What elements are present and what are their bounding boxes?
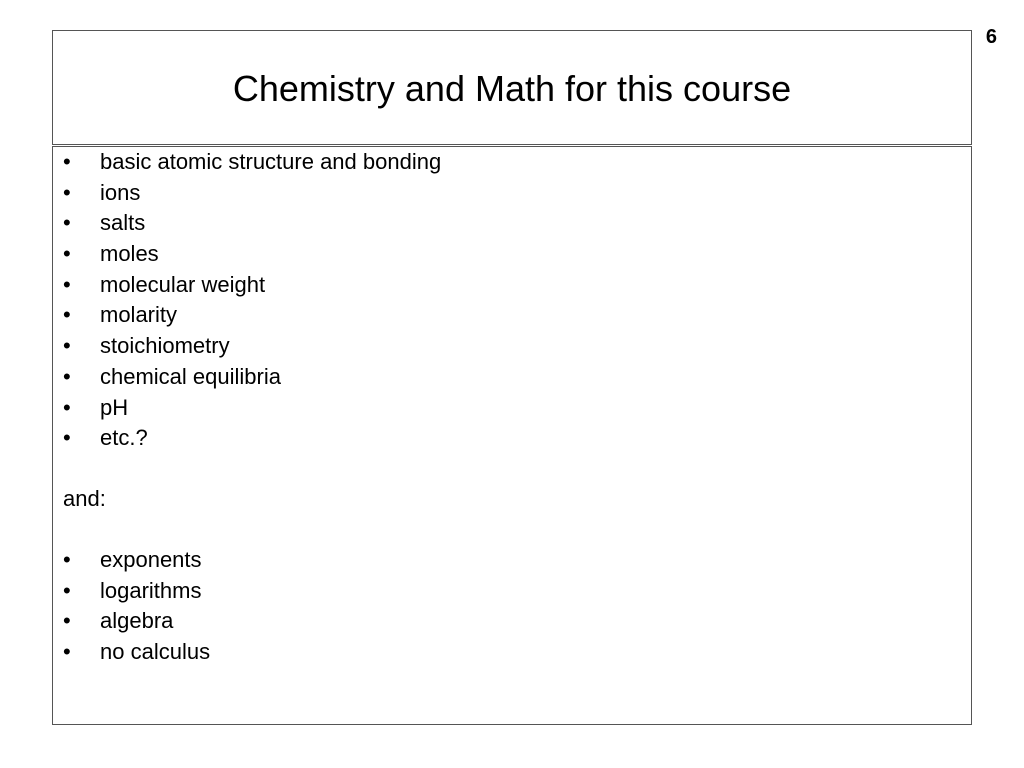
list-item xyxy=(63,178,441,209)
title-placeholder xyxy=(52,30,972,145)
list-item xyxy=(63,147,441,178)
body-placeholder xyxy=(52,146,972,725)
bullet-icon: • xyxy=(63,639,71,665)
bullet-icon: • xyxy=(63,577,71,603)
list-item xyxy=(63,300,441,331)
list-item-text: chemical equilibria xyxy=(100,363,281,389)
list-item-text: molecular weight xyxy=(100,271,266,297)
list-item-text: stoichiometry xyxy=(100,333,230,359)
list-item xyxy=(63,362,441,393)
list-item-text: no calculus xyxy=(100,639,211,665)
connector-text: and: xyxy=(63,486,106,511)
list-item-text: logarithms xyxy=(100,577,202,603)
list-item-text: moles xyxy=(100,241,159,267)
list-item xyxy=(63,208,441,239)
list-item-text: salts xyxy=(100,210,146,236)
bullet-icon: • xyxy=(63,547,71,572)
bullet-icon: • xyxy=(63,179,71,205)
list-item-text: exponents xyxy=(100,547,202,572)
bullet-icon: • xyxy=(63,271,71,297)
math-topics-list xyxy=(63,545,210,668)
list-item-text: molarity xyxy=(100,302,178,328)
slide-title: Chemistry and Math for this course xyxy=(232,68,792,109)
list-item-text: etc.? xyxy=(100,425,148,451)
bullet-icon: • xyxy=(63,363,71,389)
bullet-icon: • xyxy=(63,608,71,634)
bullet-icon: • xyxy=(63,394,71,420)
list-item xyxy=(63,270,441,301)
list-item xyxy=(63,393,441,424)
list-item xyxy=(63,637,210,668)
list-item xyxy=(63,331,441,362)
list-item xyxy=(63,239,441,270)
slide-number: 6 xyxy=(985,26,997,48)
list-item-text: ions xyxy=(100,179,141,205)
list-item xyxy=(63,423,441,454)
list-item xyxy=(63,576,210,607)
bullet-icon: • xyxy=(63,333,71,359)
bullet-icon: • xyxy=(63,302,71,328)
list-item-text: basic atomic structure and bonding xyxy=(100,149,442,174)
bullet-icon: • xyxy=(63,425,71,451)
list-item-text: pH xyxy=(100,394,129,420)
list-item-text: algebra xyxy=(100,608,174,634)
chemistry-topics-list xyxy=(63,147,441,454)
list-item xyxy=(63,545,210,576)
bullet-icon: • xyxy=(63,241,71,267)
bullet-icon: • xyxy=(63,210,71,236)
list-item xyxy=(63,606,210,637)
bullet-icon: • xyxy=(63,149,71,174)
